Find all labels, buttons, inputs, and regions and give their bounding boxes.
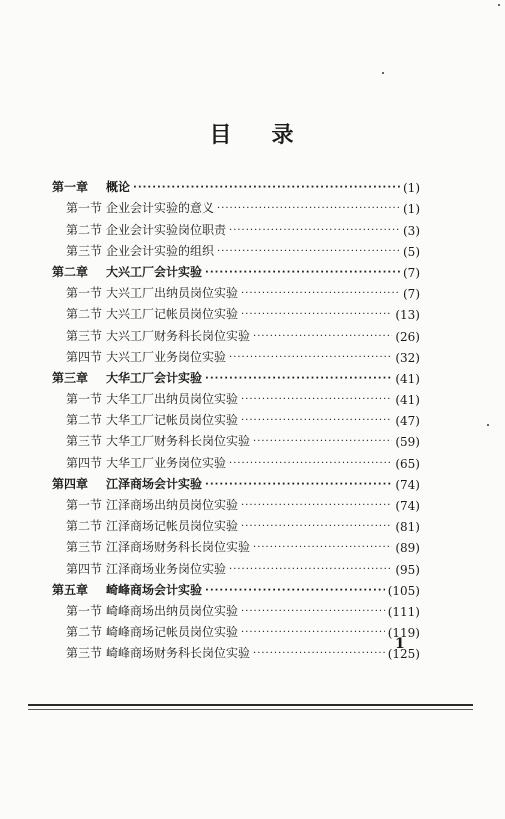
toc-entry-title: 崎峰商场记帐员岗位实验 <box>106 625 239 640</box>
toc-section-entry <box>52 280 420 301</box>
toc-entry-label <box>66 454 226 471</box>
toc-entry-number: 第二节 <box>66 413 103 428</box>
dot-leader <box>241 626 385 640</box>
toc-entry-page: (1) <box>403 202 420 217</box>
toc-section-entry <box>52 534 420 555</box>
toc-entry-page: (65) <box>395 456 420 471</box>
dot-leader <box>205 266 400 280</box>
toc-entry-page: (74) <box>395 499 420 513</box>
toc-entry-page: (95) <box>395 562 420 577</box>
toc-entry-page: (41) <box>395 393 420 408</box>
toc-entry-label <box>52 475 202 492</box>
toc-entry-title: 大兴工厂财务科长岗位实验 <box>106 328 251 343</box>
toc-section-entry <box>52 407 420 428</box>
toc-entry-title: 大兴工厂记帐员岗位实验 <box>106 307 239 322</box>
toc-entry-title: 崎峰商场财务科长岗位实验 <box>106 646 251 661</box>
toc-entry-title: 大华工厂财务科长岗位实验 <box>106 434 251 449</box>
dot-leader <box>253 435 392 449</box>
toc-entry-title: 企业会计实验的意义 <box>106 201 215 216</box>
dot-leader <box>253 647 385 661</box>
toc-section-entry <box>52 619 420 640</box>
toc-entry-title: 企业会计实验的组织 <box>106 243 215 258</box>
bottom-rule <box>28 704 473 706</box>
toc-entry-title: 江泽商场业务岗位实验 <box>106 561 227 576</box>
toc-entry-number: 第四节 <box>66 349 103 364</box>
toc-entry-page: (1) <box>403 181 420 196</box>
toc-entry-number: 第三节 <box>66 328 103 343</box>
toc-section-entry <box>52 195 420 216</box>
toc-entry-label <box>52 581 202 598</box>
title-char-2: 录 <box>271 122 296 148</box>
toc-section-entry <box>52 492 420 513</box>
toc-entry-label <box>52 178 130 195</box>
toc-section-entry <box>52 238 420 259</box>
toc-entry-title: 大兴工厂会计实验 <box>106 264 203 279</box>
toc-entry-label <box>66 221 226 238</box>
toc-entry-page: (105) <box>387 583 420 598</box>
dot-leader <box>241 414 392 428</box>
toc-section-entry <box>52 322 420 343</box>
dot-leader <box>217 245 400 259</box>
toc-entry-number: 第三节 <box>66 434 103 449</box>
toc-section-entry <box>52 598 420 619</box>
toc-entry-page: (47) <box>395 414 420 429</box>
toc-entry-page: (5) <box>403 244 420 259</box>
bottom-rule-thin <box>28 709 473 710</box>
toc-section-entry <box>52 640 420 661</box>
toc-chapter-entry <box>52 174 420 195</box>
toc-chapter-entry <box>52 471 420 492</box>
scan-speck <box>382 72 384 74</box>
toc-entry-label <box>66 199 214 216</box>
toc-entry-title: 江泽商场财务科长岗位实验 <box>106 540 251 555</box>
toc-entry-title: 崎峰商场会计实验 <box>106 582 203 597</box>
toc-section-entry <box>52 449 420 470</box>
toc-chapter-entry <box>52 259 420 280</box>
toc-entry-page: (125) <box>387 647 420 662</box>
toc-section-entry <box>52 555 420 576</box>
dot-leader <box>229 351 392 365</box>
toc-entry-number: 第四节 <box>66 561 103 576</box>
dot-leader <box>229 224 400 238</box>
page-number: 1 <box>395 636 405 652</box>
toc-entry-number: 第三节 <box>66 243 103 258</box>
dot-leader <box>241 308 392 322</box>
toc-entry-number: 第三章 <box>52 370 89 385</box>
toc-chapter-entry <box>52 365 420 386</box>
toc-entry-page: (41) <box>395 371 420 386</box>
dot-leader <box>133 181 400 195</box>
toc-entry-page: (74) <box>395 477 420 492</box>
toc-entry-title: 江泽商场会计实验 <box>106 476 203 491</box>
toc-entry-number: 第三节 <box>66 646 103 661</box>
toc-entry-title: 大华工厂出纳员岗位实验 <box>106 392 239 407</box>
page-title <box>0 118 505 149</box>
toc-entry-label <box>66 602 238 619</box>
dot-leader <box>241 499 392 513</box>
toc-entry-label <box>52 263 202 280</box>
dot-leader <box>229 563 392 577</box>
toc-entry-title: 大兴工厂出纳员岗位实验 <box>106 286 239 301</box>
toc-entry-number: 第二节 <box>66 222 103 237</box>
toc-entry-title: 大华工厂记帐员岗位实验 <box>106 413 239 428</box>
toc-entry-number: 第五章 <box>52 582 89 597</box>
toc-section-entry <box>52 513 420 534</box>
dot-leader <box>241 287 400 301</box>
toc-entry-label <box>66 284 238 301</box>
toc-entry-page: (26) <box>395 329 420 344</box>
toc-entry-page: (59) <box>395 435 420 450</box>
toc-entry-page: (119) <box>387 626 420 641</box>
dot-leader <box>241 393 392 407</box>
toc-entry-number: 第一节 <box>66 603 103 618</box>
dot-leader <box>229 457 392 471</box>
toc-entry-label <box>66 411 238 428</box>
toc-entry-page: (89) <box>395 541 420 556</box>
dot-leader <box>253 541 392 555</box>
toc-entry-title: 大兴工厂业务岗位实验 <box>106 349 227 364</box>
toc-entry-label <box>66 623 238 640</box>
toc-entry-number: 第一节 <box>66 498 103 512</box>
toc-entry-page: (7) <box>403 265 420 280</box>
toc-entry-label <box>66 390 238 407</box>
toc-entry-number: 第二节 <box>66 519 103 534</box>
toc-chapter-entry <box>52 577 420 598</box>
dot-leader <box>205 478 392 492</box>
toc-entry-page: (111) <box>387 604 420 619</box>
toc-entry-label <box>66 242 214 259</box>
toc-entry-number: 第四节 <box>66 455 103 470</box>
toc-section-entry <box>52 428 420 449</box>
dot-leader <box>205 584 385 598</box>
toc-entry-page: (13) <box>395 308 420 323</box>
toc-entry-number: 第一节 <box>66 392 103 407</box>
toc-entry-page: (81) <box>395 520 420 535</box>
toc-section-entry <box>52 301 420 322</box>
toc-entry-number: 第二节 <box>66 307 103 322</box>
toc-entry-number: 第一章 <box>52 180 89 195</box>
toc-entry-title: 崎峰商场出纳员岗位实验 <box>106 603 239 618</box>
toc-entry-label <box>66 538 250 555</box>
toc-entry-page: (32) <box>395 350 420 365</box>
toc-entry-label <box>66 496 238 513</box>
toc-entry-label <box>66 560 226 577</box>
toc-entry-number: 第一节 <box>66 286 103 301</box>
dot-leader <box>241 520 392 534</box>
dot-leader <box>241 605 385 619</box>
toc-entry-page: (3) <box>403 223 420 238</box>
toc-entry-number: 第三节 <box>66 540 103 555</box>
toc-entry-title: 大华工厂会计实验 <box>106 370 203 385</box>
toc-entry-number: 第二章 <box>52 264 89 279</box>
toc-entry-title: 大华工厂业务岗位实验 <box>106 455 227 470</box>
toc-entry-label <box>66 327 250 344</box>
toc-entry-page: (7) <box>403 287 420 302</box>
toc-entry-number: 第一节 <box>66 201 103 216</box>
toc-entry-label <box>66 305 238 322</box>
toc-entry-title: 企业会计实验岗位职责 <box>106 222 227 237</box>
toc-section-entry <box>52 386 420 407</box>
toc-entry-label <box>66 644 250 661</box>
toc-entry-title: 概论 <box>106 180 131 195</box>
dot-leader <box>217 202 400 216</box>
toc-entry-label <box>52 369 202 386</box>
toc-section-entry <box>52 344 420 365</box>
toc-entry-title: 江泽商场记帐员岗位实验 <box>106 519 239 534</box>
toc-section-entry <box>52 216 420 237</box>
toc-entry-label <box>66 348 226 365</box>
dot-leader <box>205 372 392 386</box>
toc-entry-label <box>66 432 250 449</box>
toc-entry-title: 江泽商场出纳员岗位实验 <box>106 498 239 512</box>
dot-leader <box>253 330 392 344</box>
table-of-contents <box>52 174 420 661</box>
toc-entry-label <box>66 517 238 534</box>
scan-speck <box>498 4 500 6</box>
toc-entry-number: 第二节 <box>66 625 103 640</box>
title-char-1: 目 <box>209 122 234 148</box>
toc-entry-number: 第四章 <box>52 476 89 491</box>
scan-speck <box>487 424 489 426</box>
